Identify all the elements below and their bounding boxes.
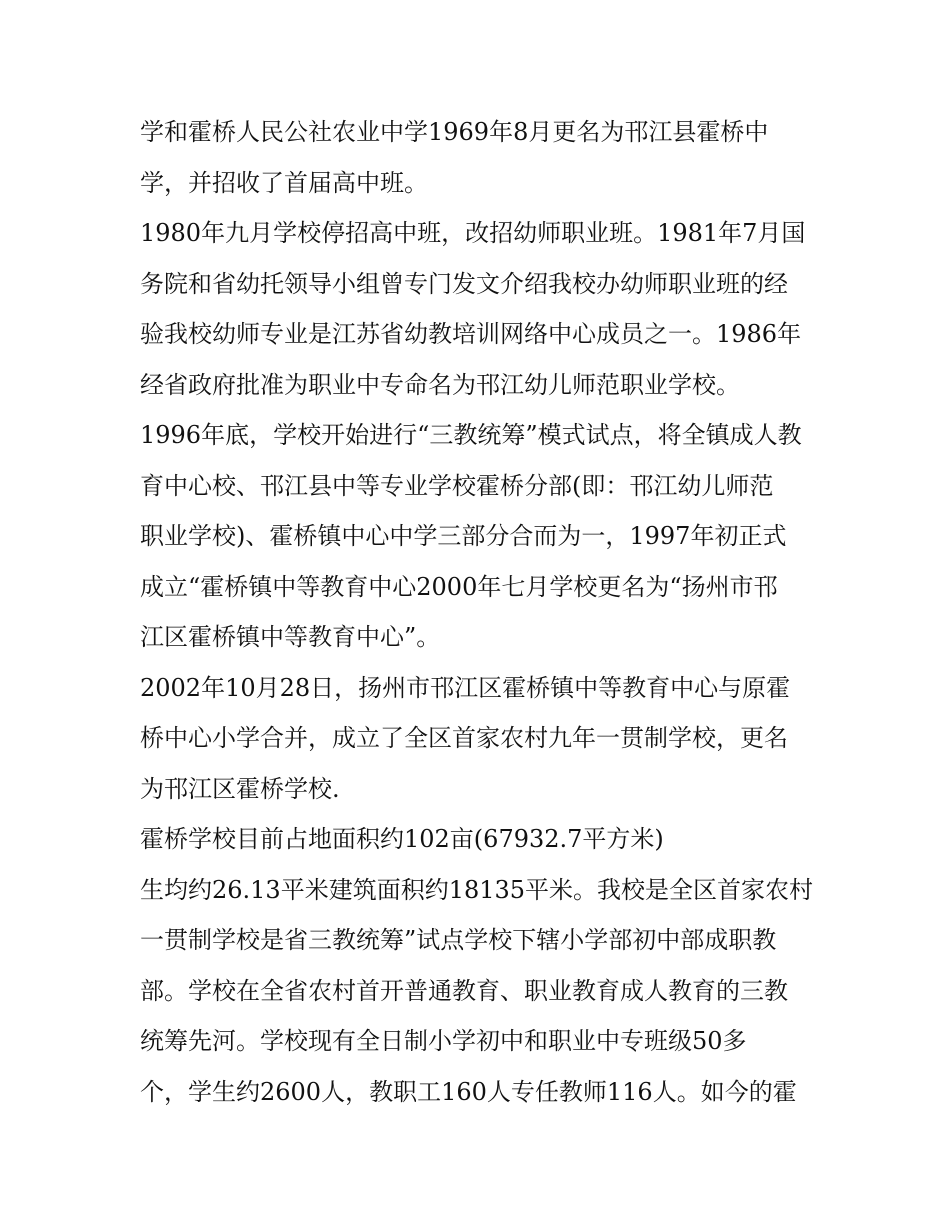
text-line: 育中心校、邗江县中等专业学校霍桥分部(即：邗江幼儿师范 bbox=[140, 471, 774, 500]
text-line: 务院和省幼托领导小组曾专门发文介绍我校办幼师职业班的经 bbox=[140, 269, 788, 298]
text-line: 一贯制学校是省三教统筹”试点学校下辖小学部初中部成职教 bbox=[140, 926, 777, 954]
text-line: 桥中心小学合并，成立了全区首家农村九年一贯制学校，更名 bbox=[140, 724, 788, 752]
text-line: 为邗江区霍桥学校. bbox=[140, 774, 340, 803]
text-line: 江区霍桥镇中等教育中心”。 bbox=[140, 623, 441, 651]
text-line: 个，学生约2600人，教职工160人专任教师116人。如今的霍 bbox=[140, 1077, 797, 1106]
text-line: 部。学校在全省农村首开普通教育、职业教育成人教育的三教 bbox=[140, 976, 788, 1005]
text-line: 2002年10月28日，扬州市邗江区霍桥镇中等教育中心与原霍 bbox=[140, 673, 791, 702]
text-line: 学，并招收了首届高中班。 bbox=[140, 168, 428, 197]
text-line: 统筹先河。学校现有全日制小学初中和职业中专班级50多 bbox=[140, 1027, 747, 1055]
text-line: 1996年底，学校开始进行“三教统筹”模式试点，将全镇成人教 bbox=[140, 421, 802, 449]
text-line: 验我校幼师专业是江苏省幼教培训网络中心成员之一。1986年 bbox=[140, 320, 802, 348]
document-body bbox=[140, 107, 820, 1117]
text-line: 1980年九月学校停招高中班，改招幼师职业班。1981年7月国 bbox=[140, 219, 806, 247]
text-line: 职业学校)、霍桥镇中心中学三部分合而为一，1997年初正式 bbox=[140, 522, 787, 550]
text-line: 经省政府批准为职业中专命名为邗江幼儿师范职业学校。 bbox=[140, 370, 740, 399]
text-line: 成立“霍桥镇中等教育中心2000年七月学校更名为“扬州市邗 bbox=[140, 572, 778, 601]
text-line: 霍桥学校目前占地面积约102亩(67932.7平方米) bbox=[140, 825, 664, 853]
text-line: 学和霍桥人民公社农业中学1969年8月更名为邗江县霍桥中 bbox=[140, 118, 769, 146]
text-line: 生均约26.13平米建筑面积约18135平米。我校是全区首家农村 bbox=[140, 875, 814, 904]
